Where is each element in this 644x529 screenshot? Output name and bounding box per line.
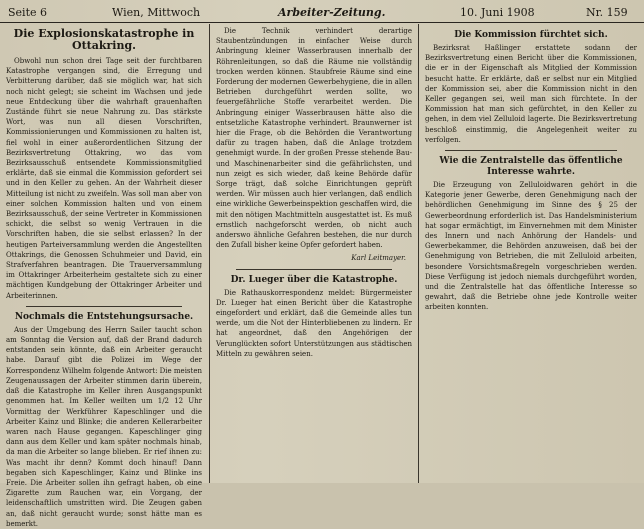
- column-rule: [209, 24, 210, 483]
- section-subhead: Die Kommission fürchtet sich.: [454, 30, 608, 40]
- page-number: Seite 6: [8, 6, 47, 19]
- section-subhead: Wie die Zentralstelle das öffentliche Interesse wahrte.: [439, 156, 623, 178]
- column-3: [425, 26, 637, 483]
- article-headline: Die Explosionskatastrophe in Ottakring.: [13, 27, 195, 52]
- section-body: Aus der Umgebung des Herrn Sailer taucht schon am Sonntag die Version auf, daß der Brand dadurch entstanden sein könnte, daß ein Arbeiter geraucht habe. Darauf gibt die Polizei im Wege der Korrespondenz Wilhelm folgende Antwort: Die meisten Zeugenaussagen der Arbeiter stimmen darin überein, daß die Katastrophe im Keller ihren Ausgangspunkt genommen hat. Im Keller weilten um 1/2 12 Uhr Vormittag der Werkführer Kapeschlinger und die Arbeiter Kainz und Blinke; die anderen Kellerarbeiter waren nach Hause gegangen. Kapeschlinger ging dann aus dem Keller und kam später nochmals hinab, da man die Arbeiter so lange blieben. Er rief ihnen zu: Was macht ihr denn? Kommt doch hinauf! Dann begaben sich Kapeschlinger, Kainz und Blinke ins Freie. Die Arbeiter sollen ihn gefragt haben, ob eine Zigarette zum Rauchen war, ein Vorgang, der leidenschaftlich umstritten wird. Die Zeugen gaben an, daß nicht geraucht wurde; sonst hätte man es bemerkt.: [6, 325, 202, 528]
- section-divider: [445, 150, 617, 151]
- place-day: Wien, Mittwoch: [112, 6, 201, 19]
- column-2: [216, 26, 412, 483]
- issue-date: 10. Juni 1908: [460, 6, 535, 19]
- section-subhead: Nochmals die Entstehungsursache.: [14, 311, 194, 322]
- issue-number: Nr. 159: [586, 6, 628, 19]
- section-divider: [26, 306, 182, 307]
- article-byline: Karl Leitmayer.: [351, 254, 406, 263]
- section-subhead: Dr. Lueger über die Katastrophe.: [230, 274, 398, 285]
- masthead: [0, 0, 644, 23]
- section-body: Bezirksrat Haßlinger erstattete sodann der Bezirksvertretung einen Bericht über die Kommissionen, die er in der Eigenschaft als Mitglied der Kommission besucht hatte. Er erklärte, daß er selbst nur ein Mitglied der Kommission sei, aber die Kommission nicht in den Keller gegangen sei, weil man sich fürchtete. In der Kommission hat man sich gefürchtet, in den Keller zu gehen, in dem viel Zelluloid lagerte. Die Bezirksvertretung beschloß einstimmig, die Angelegenheit weiter zu verfolgen.: [425, 44, 637, 144]
- section-divider: [236, 269, 392, 270]
- section-body: Die Rathauskorrespondenz meldet: Bürgermeister Dr. Lueger hat einen Bericht über die Katastrophe eingefordert und erklärt, daß die Gemeinde alles tun werde, um die Not der Hinterbliebenen zu lindern. Er hat angeordnet, daß den Angehörigen der Verunglückten sofort Unterstützungen aus städtischen Mitteln zu gewähren seien.: [216, 288, 412, 358]
- article-body: Obwohl nun schon drei Tage seit der furchtbaren Katastrophe vergangen sind, die Erregung und Verbitterung darüber, daß sie möglich war, hat sich noch nicht gelegt; sie scheint im Wachsen und jede neue Entdeckung über die wahrhaft grauenhaften Zustände führt sie neue Nahrung zu. Das stärkste Wort, was nun all diesen Vorschriften, Kommissionierungen und Kommissionen zu halten ist, fiel wohl in einer außerordentlichen Sitzung der Bezirksvertretung Ottakring, wo das vom Bezirksausschuß entsendete Kommissionsmitglied erklärte, daß sie einmal die Kommission gefordert sei und in den Keller zu gehen. An der Wahrheit dieser Mitteilung ist nicht zu zweifeln. Was soll man aber von einer solchen Kommission halten und von einem Bezirksausschuß, der seine Vertreter in Kommissionen schickt, die selbst so wenig Vertrauen in die Vorschriften haben, die sie selbst erlassen? In der heutigen Parteiversammlung werden die Angestellten Ottakrings, die Genossen Schuhmeier und David, ein Strafverfahren beantragen. Die Trauerversammlung im Ottakringer Arbeiterheim gestaltete sich zu einer mächtigen Kundgebung der Ottakringer Arbeiter und Arbeiterinnen.: [6, 57, 202, 300]
- column-rule: [418, 24, 419, 483]
- section-body: Die Erzeugung von Zelluloidwaren gehört in die Kategorie jener Gewerbe, deren Genehmigung nach der behördlichen Genehmigung im Sinne des § 25 der Gewerbeordnung erforderlich ist. Das Handelsministerium hat sogar ermächtigt, im Einvernehmen mit dem Minister des Innern und nach Anhörung der Handels- und Gewerbekammer, die Behörden anzuweisen, daß bei der Genehmigung von Betrieben, die mit Zelluloid arbeiten, besondere Vorsichtsmaßregeln vorgeschrieben werden. Diese Verfügung ist jedoch niemals durchgeführt worden, und die Zentralstelle hat das öffentliche Interesse so gewahrt, daß die Betriebe ohne jede Kontrolle weiter arbeiten konnten.: [425, 181, 637, 312]
- paper-title: Arbeiter-Zeitung.: [278, 6, 386, 19]
- article-body: Die Technik verhindert derartige Staubentzündungen in einfacher Weise durch Anbringung kleiner Wasserbrausen innerhalb der Röhrenleitungen, so daß die Räume nie vollständig trocken werden können. Staubfreie Räume sind eine Forderung der modernen Gewerbehygiene, die in allen Betrieben durchgeführt werden sollte, wo feuergefährliche Stoffe verarbeitet werden. Die Anbringung einiger Wasserbrausen hätte also die entsetzliche Katastrophe verhindert. Braunwerner ist hier die Frage, ob die Behörden die Verantwortung dafür zu tragen haben, daß die Anlage trotzdem genehmigt wurde. In der großen Presse stehende Bau- und Maschinenarbeiter sind die gefährlichsten, und nun zeigt es sich wieder, daß keine Behörde dafür Sorge trägt, daß solche Einrichtungen geprüft werden. Wir müssen auch hier verlangen, daß endlich eine wirkliche Gewerbeinspektion geschaffen wird, die mit den nötigen Machtmitteln ausgestattet ist. Es muß ernstlich nachgeforscht werden, ob nicht auch anderswo ähnliche Gefahren bestehen, die nur durch den Zufall bisher keine Opfer gefordert haben.: [216, 27, 412, 250]
- column-1: [6, 26, 202, 528]
